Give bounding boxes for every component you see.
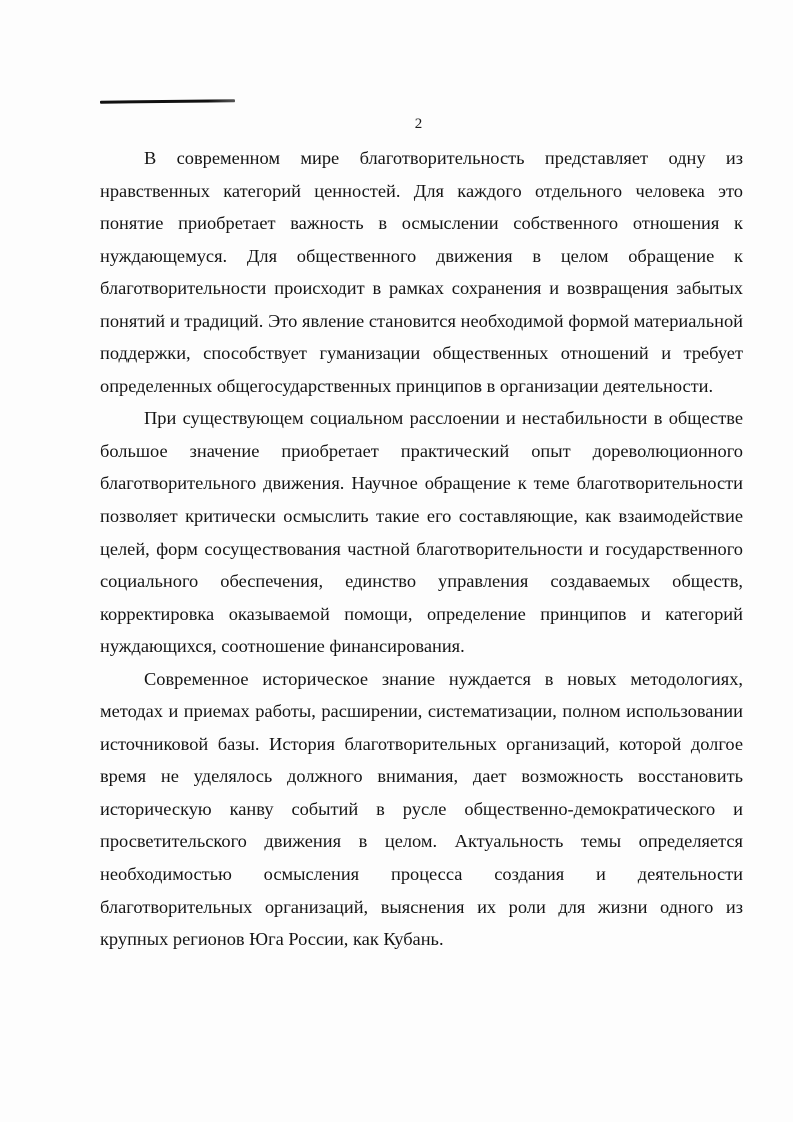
paragraph-3: Современное историческое знание нуждается в новых методологиях, методах и приемах работы, расширении, систематизации, полном использовании источниковой базы. История благотворительных организаций, которой долгое время не уделялось должного внимания, дает возможность восстановить историческую канву событий в русле общественно-демократического и просветительского движения в целом. Актуальность темы определяется необходимостью осмысления процесса создания и деятельности благотворительных организаций, выяснения их роли для жизни одного из крупных регионов Юга России, как Кубань. [100,668,743,950]
paragraph-1: В современном мире благотворительность представляет одну из нравственных категорий ценностей. Для каждого отдельного человека это понятие приобретает важность в осмыслении собственного отношения к нуждающемуся. Для общественного движения в целом обращение к благотворительности происходит в рамках сохранения и возвращения забытых понятий и традиций. Это явление становится необходимой формой материальной поддержки, способствует гуманизации общественных отношений и требует определенных общегосударственных принципов в организации деятельности. [100,148,743,396]
scan-mark-line [100,99,235,103]
page-number: 2 [414,116,423,132]
paragraph-2: При существующем социальном расслоении и нестабильности в обществе большое значение приобретает практический опыт дореволюционного благотворительного движения. Научное обращение к теме благотворительности позволяет критически осмыслить такие его составляющие, как взаимодействие целей, форм сосуществования частной благотворительности и государственного социального обеспечения, единство управления создаваемых обществ, корректировка оказываемой помощи, определение принципов и категорий нуждающихся, соотношение финансирования. [100,408,743,657]
document-body [100,142,743,956]
